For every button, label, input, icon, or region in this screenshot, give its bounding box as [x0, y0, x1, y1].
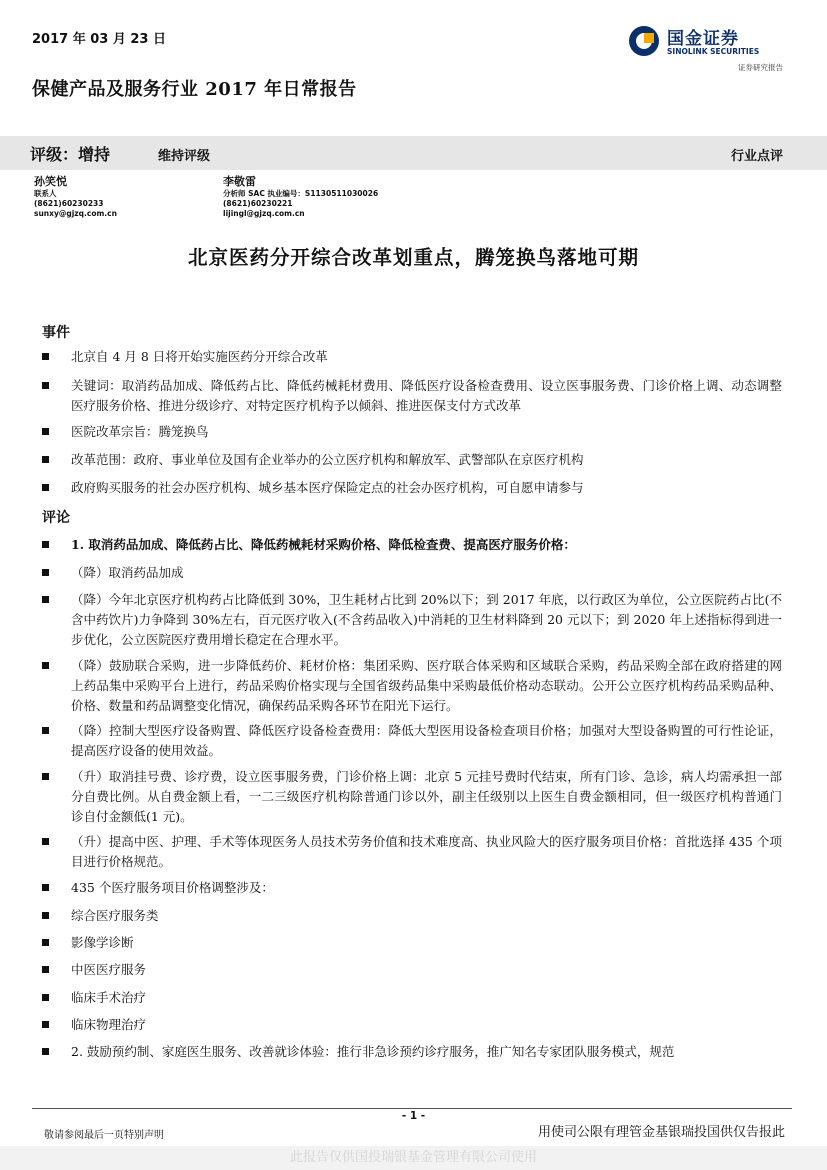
- item-text: 北京自 4 月 8 日将开始实施医药分开综合改革: [71, 349, 328, 364]
- logo-chinese-name: 国金证券: [667, 29, 739, 49]
- footer-disclaimer: 敬请参阅最后一页特别声明: [44, 1130, 164, 1141]
- bullet-icon: [42, 1048, 49, 1055]
- event-item: [42, 450, 782, 470]
- item-text: 政府购买服务的社会办医疗机构、城乡基本医疗保险定点的社会办医疗机构，可自愿申请参与: [71, 480, 584, 495]
- analyst-block: [34, 177, 117, 219]
- bullet-icon: [42, 569, 49, 576]
- bullet-icon: [42, 838, 49, 845]
- analyst-email[interactable]: sunxy@gjzq.com.cn: [34, 209, 117, 218]
- logo-tagline: 证券研究报告: [738, 63, 783, 72]
- analyst-phone: (8621)60230233: [34, 199, 104, 208]
- bullet-icon: [42, 456, 49, 463]
- bullet-icon: [42, 912, 49, 919]
- item-text: 435 个医疗服务项目价格调整涉及：: [71, 880, 274, 895]
- analyst-name: 李敬雷: [223, 175, 256, 188]
- bullet-icon: [42, 541, 49, 548]
- comment-item: [42, 878, 782, 898]
- comment-item: [42, 590, 782, 650]
- comment-item: [42, 656, 782, 716]
- comment-item: [42, 721, 782, 761]
- item-text: （升）提高中医、护理、手术等体现医务人员技术劳务价值和技术难度高、执业风险大的医疗服务项目价格：首批选择 435 个项目进行价格规范。: [71, 834, 782, 869]
- event-item: [42, 376, 782, 416]
- item-text: （降）鼓励联合采购，进一步降低药价、耗材价格：集团采购、医疗联合体采购和区域联合采购，药品采购全部在政府搭建的网上药品集中采购平台上进行，药品采购价格实现与全国省级药品集中采购最低价格动态联动。公开公立医疗机构药品采购品种、价格、数量和药品调整变化情况，确保药品采购各环节在阳光下运行。: [71, 658, 782, 713]
- bullet-icon: [42, 428, 49, 435]
- comment-item: [42, 960, 782, 980]
- report-date: 2017 年 03 月 23 日: [32, 32, 166, 47]
- page-number: - 1 -: [401, 1110, 426, 1122]
- bullet-icon: [42, 382, 49, 389]
- comment-item: [42, 906, 782, 926]
- section-heading-comment: 评论: [42, 510, 70, 526]
- item-text: 关键词：取消药品加成、降低药占比、降低药械耗材费用、降低医疗设备检查费用、设立医事服务费、门诊价格上调、动态调整医疗服务价格、推进分级诊疗、对特定医疗机构予以倾斜、推进医保支付方式改革: [71, 378, 782, 413]
- company-logo: [627, 22, 787, 76]
- item-text: 影像学诊断: [71, 935, 134, 950]
- bullet-icon: [42, 773, 49, 780]
- item-text: 1. 取消药品加成、降低药占比、降低药械耗材采购价格、降低检查费、提高医疗服务价格：: [71, 537, 576, 552]
- comment-item: [42, 933, 782, 953]
- report-category: 行业点评: [730, 149, 783, 164]
- analyst-phone: (8621)60230221: [223, 199, 293, 208]
- item-text: （降）控制大型医疗设备购置、降低医疗设备检查费用：降低大型医用设备检查项目价格；加强对大型设备购置的可行性论证，提高医疗设备的使用效益。: [71, 723, 782, 758]
- event-item: [42, 478, 782, 498]
- watermark: 此报告仅供国投瑞银基金管理有限公司使用: [0, 1146, 827, 1170]
- item-text: 2. 鼓励预约制、家庭医生服务、改善就诊体验：推行非急诊预约诊疗服务，推广知名专家团队服务模式，规范: [71, 1044, 675, 1059]
- footer-divider: [32, 1108, 792, 1109]
- rating-label: 评级：增持: [30, 145, 111, 164]
- comment-item: [42, 767, 782, 827]
- item-text: （降）取消药品加成: [71, 565, 184, 580]
- comment-item: [42, 563, 782, 583]
- item-text: 临床手术治疗: [71, 990, 147, 1005]
- analyst-name: 孙笑悦: [34, 175, 67, 188]
- footer-usage-note: 用使司公限有理管金基银瑞投国供仅告报此: [537, 1125, 785, 1140]
- analyst-email[interactable]: lijingl@gjzq.com.cn: [223, 209, 305, 218]
- comment-item: [42, 988, 782, 1008]
- headline: 北京医药分开综合改革划重点，腾笼换鸟落地可期: [187, 246, 639, 269]
- bullet-icon: [42, 939, 49, 946]
- bullet-icon: [42, 1021, 49, 1028]
- bullet-icon: [42, 662, 49, 669]
- bullet-icon: [42, 994, 49, 1001]
- item-text: 改革范围：政府、事业单位及国有企业举办的公立医疗机构和解放军、武警部队在京医疗机构: [71, 452, 584, 467]
- analyst-role: 联系人: [34, 189, 57, 198]
- bullet-icon: [42, 884, 49, 891]
- comment-item: [42, 1015, 782, 1035]
- bullet-icon: [42, 353, 49, 360]
- comment-item: [42, 535, 782, 555]
- event-item: [42, 422, 782, 442]
- comment-item: [42, 1042, 782, 1062]
- event-item: [42, 347, 782, 367]
- bullet-icon: [42, 966, 49, 973]
- item-text: （升）取消挂号费、诊疗费，设立医事服务费，门诊价格上调：北京 5 元挂号费时代结束，所有门诊、急诊，病人均需承担一部分自费比例。从自费金额上看，一二三级医疗机构除普通门诊以外，副主任级别以上医生自费金额相同，但一级医疗机构普通门诊自付金额低(1 元)。: [71, 769, 782, 824]
- rating-bar: [0, 136, 827, 170]
- analyst-role: 分析师 SAC 执业编号：S1130511030026: [223, 189, 379, 198]
- rating-maintain: 维持评级: [158, 149, 211, 164]
- comment-item: [42, 832, 782, 872]
- bullet-icon: [42, 727, 49, 734]
- bullet-icon: [42, 484, 49, 491]
- item-text: 医院改革宗旨：腾笼换鸟: [71, 424, 209, 439]
- item-text: 综合医疗服务类: [71, 908, 159, 923]
- report-series-title: 保健产品及服务行业 2017 年日常报告: [32, 79, 357, 100]
- logo-english-name: SINOLINK SECURITIES: [667, 47, 760, 56]
- item-text: （降）今年北京医疗机构药占比降低到 30%，卫生耗材占比到 20%以下；到 2017 年底，以行政区为单位，公立医院药占比(不含中药饮片)力争降到 30%左右，百元医疗收入(不含药品收入)中消耗的卫生材料降到 20 元以下；到 2020 年上述指标得到进一步优化，公立医院医疗费用增长稳定在合理水平。: [71, 592, 782, 647]
- logo-mark-icon: [627, 24, 661, 58]
- bullet-icon: [42, 596, 49, 603]
- item-text: 中医医疗服务: [71, 962, 147, 977]
- analyst-block: [223, 177, 378, 219]
- section-heading-event: 事件: [42, 325, 70, 341]
- item-text: 临床物理治疗: [71, 1017, 147, 1032]
